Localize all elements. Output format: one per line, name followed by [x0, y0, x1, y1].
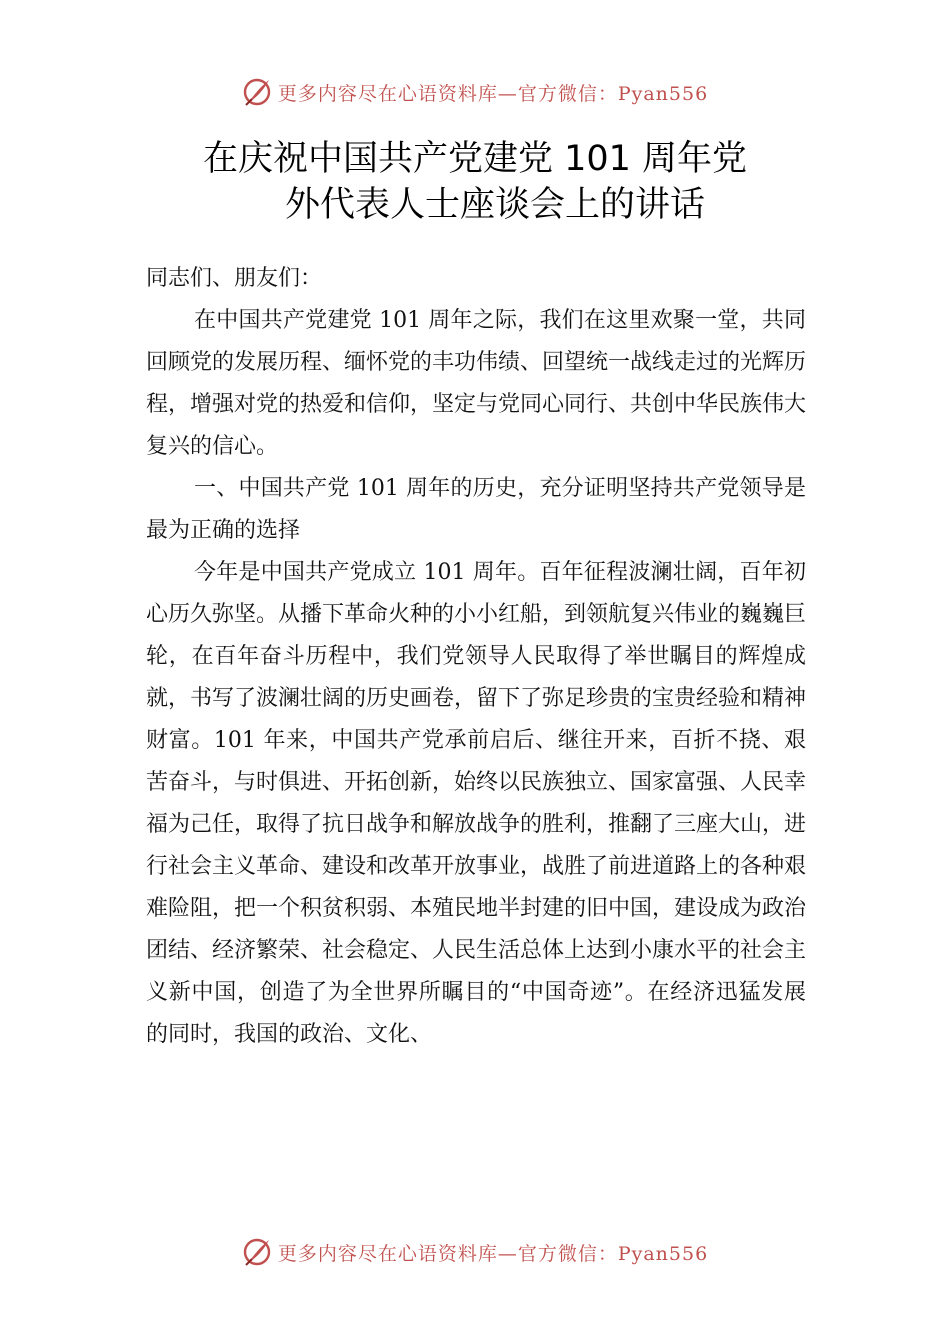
watermark-text: 更多内容尽在心语资料库—官方微信：Pyan556: [277, 82, 709, 105]
footer-watermark: [0, 1232, 950, 1272]
quill-logo-icon: [242, 1237, 272, 1267]
header-watermark: [0, 72, 950, 112]
quill-logo-icon: [242, 77, 272, 107]
document-title: [120, 136, 830, 228]
salutation: 同志们、朋友们：: [146, 266, 323, 291]
title-line-1: 在庆祝中国共产党建党 101 周年党: [202, 139, 748, 179]
paragraph: 在中国共产党建党 101 周年之际，我们在这里欢聚一堂，共同回顾党的发展历程、缅怀党的丰功伟绩、回望统一战线走过的光辉历程，增强对党的热爱和信仰，坚定与党同心同行、共创中华民族伟大复兴的信心。: [146, 308, 807, 459]
watermark-text: 更多内容尽在心语资料库—官方微信：Pyan556: [277, 1242, 709, 1265]
paragraph: 今年是中国共产党成立 101 周年。百年征程波澜壮阔，百年初心历久弥坚。从播下革命火种的小小红船，到领航复兴伟业的巍巍巨轮，在百年奋斗历程中，我们党领导人民取得了举世瞩目的辉煌成就，书写了波澜壮阔的历史画卷，留下了弥足珍贵的宝贵经验和精神财富。101 年来，中国共产党承前启后、继往开来，百折不挠、艰苦奋斗，与时俱进、开拓创新，始终以民族独立、国家富强、人民幸福为己任，取得了抗日战争和解放战争的胜利，推翻了三座大山，进行社会主义革命、建设和改革开放事业，战胜了前进道路上的各种艰难险阻，把一个积贫积弱、本殖民地半封建的旧中国，建设成为政治团结、经济繁荣、社会稳定、人民生活总体上达到小康水平的社会主义新中国，创造了为全世界所瞩目的“中国奇迹”。在经济迅猛发展的同时，我国的政治、文化、: [146, 560, 807, 1047]
section-heading: 一、中国共产党 101 周年的历史，充分证明坚持共产党领导是最为正确的选择: [146, 476, 806, 543]
title-line-2: 外代表人士座谈会上的讲话: [284, 185, 705, 225]
document-body: [146, 258, 806, 1056]
